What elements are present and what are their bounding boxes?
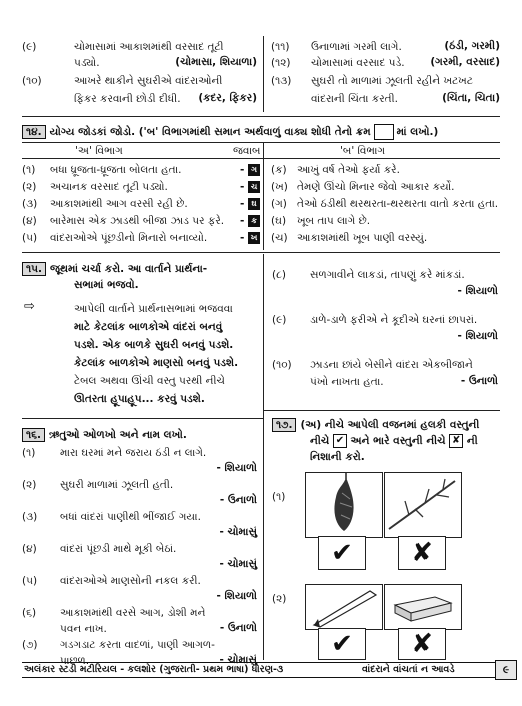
heavy-checkbox-row2[interactable] bbox=[398, 628, 446, 660]
checkmark-icon: ✔ bbox=[331, 538, 353, 568]
item-12-text: ચોમાસામાં વરસાદ પડે. bbox=[311, 57, 405, 69]
item-13-text-line2: વાંદરાની ચિંતા કરતી. bbox=[311, 93, 398, 105]
q14-column-divider bbox=[263, 142, 264, 250]
item-11-number: (૧૧) bbox=[271, 41, 290, 53]
season-item-number: (૪) bbox=[22, 543, 37, 555]
match-left-statement: વાંદરાઓએ પૂંછડીનો મિનારો બનાવ્યો. bbox=[50, 232, 208, 244]
q17-title-line1: (અ) નીચે આપેલી વજનમાં હલકી વસ્તુની bbox=[300, 419, 480, 431]
season-answer: - શિયાળો bbox=[457, 330, 498, 342]
q15-heading-line1 bbox=[22, 262, 207, 276]
season-item-text: વાંદરાં પૂંછડી માથે મૂકી બેઠાં. bbox=[60, 543, 177, 555]
season-item-number: (૯) bbox=[272, 314, 287, 326]
q15-body-line: ટેબલ અથવા ઊંચી વસ્તુ પરથી નીચે bbox=[74, 375, 225, 387]
item-9-text-line2: પડ્યો. bbox=[74, 57, 100, 69]
column-divider bbox=[263, 36, 264, 112]
q15-body-line: ઊતરતા હૂપાહૂપ... કરવું પડશે. bbox=[74, 393, 205, 405]
season-item-text: સળગાવીને લાકડાં, તાપણું કરે માંકડાં. bbox=[310, 269, 465, 281]
answer-letter-box: ગ bbox=[248, 164, 260, 176]
q15-body-line: પડશે. એક બાળકે સુઘરી બનવું પડશે. bbox=[74, 339, 234, 351]
bird-nest-image bbox=[305, 472, 383, 538]
match-answer: - ગ bbox=[240, 164, 260, 176]
match-left-statement: બારેમાસ એક ઝાડથી બીજા ઝાડ પર ફરે. bbox=[50, 215, 225, 227]
season-answer: - ચોમાસું bbox=[219, 654, 257, 666]
q17-number: ૧૭. bbox=[272, 418, 296, 432]
match-left-statement: અચાનક વરસાદ તૂટી પડ્યો. bbox=[50, 181, 168, 193]
section-divider bbox=[22, 116, 500, 117]
checkmark-icon: ✔ bbox=[331, 629, 353, 659]
q15-body-line: માટે કેટલાંક બાળકોએ વાંદરાં બનવું bbox=[74, 321, 223, 333]
q16-title: ઋતુઓ ઓળખો અને નામ લખો. bbox=[49, 429, 187, 441]
q15-title-line1: જૂથમાં ચર્ચા કરો. આ વાર્તાને પ્રાર્થના- bbox=[50, 263, 208, 275]
match-right-statement: આખું વર્ષ તેઓ ફર્યા કરે. bbox=[297, 164, 400, 176]
match-row-number: (૩) bbox=[22, 198, 38, 210]
season-item-text-line2: પાછળ. bbox=[60, 655, 90, 667]
season-item-text: સુઘરી માળામાં ઝૂલતી હતી. bbox=[60, 479, 174, 491]
q17-title-part-b: અને ભારે વસ્તુની નીચે bbox=[350, 435, 446, 447]
item-13-text-line1: સુઘરી તો માળામાં ઝૂલતી રહીને ખટખટ bbox=[311, 75, 473, 87]
item-11-text: ઉનાળામાં ગરમી લાગે. bbox=[311, 41, 402, 53]
season-item-text: બધાં વાંદરાં પાણીથી ભીંજાઈ ગયા. bbox=[60, 511, 201, 523]
item-10-number: (૧૦) bbox=[22, 75, 42, 87]
q17-title-part-c: ની bbox=[466, 435, 478, 447]
q14-heading bbox=[22, 124, 438, 140]
answer-letter-box: ક bbox=[248, 215, 260, 227]
season-item-text: ગડગડાટ કરતા વાદળાં, પાણી આગળ- bbox=[60, 639, 215, 651]
match-right-statement: તેઓ ઠંડીથી થરથરતા-થરથરતા વાતો કરતા હતા. bbox=[297, 198, 499, 210]
match-answer: - ક bbox=[240, 215, 260, 227]
match-row-number: (૧) bbox=[22, 164, 36, 176]
item-12-number: (૧૨) bbox=[271, 57, 291, 69]
q17-row2-number: (૨) bbox=[272, 593, 287, 605]
match-answer: - ચ bbox=[240, 181, 260, 193]
item-10-text-line2: ફિકર કરવાની છોડી દીધી. bbox=[74, 93, 181, 105]
season-item-number: (૮) bbox=[272, 269, 286, 281]
page-footer bbox=[22, 662, 499, 678]
match-row-number: (૪) bbox=[22, 215, 37, 227]
season-item-number: (૧) bbox=[22, 447, 36, 459]
q14-header-rule bbox=[22, 142, 500, 143]
column-a-header: 'અ' વિભાગ bbox=[75, 145, 123, 157]
q14-title-part1: યોગ્ય જોડકાં જોડો. ('બ' વિભાગમાંથી સમાન અર્થવાળું વાક્ય શોધી તેનો ક્રમ bbox=[49, 126, 371, 138]
match-left-statement: આકાશમાંથી આગ વરસી રહી છે. bbox=[50, 198, 188, 210]
match-answer: - ઘ bbox=[240, 198, 260, 210]
q16-heading bbox=[22, 428, 187, 442]
season-answer: - ચોમાસું bbox=[219, 558, 257, 570]
season-item-number: (૨) bbox=[22, 479, 37, 491]
season-item-number: (૩) bbox=[22, 511, 38, 523]
season-item-number: (૭) bbox=[22, 639, 38, 651]
season-item-number: (૬) bbox=[22, 607, 37, 619]
season-answer: - ઉનાળો bbox=[219, 622, 257, 634]
season-answer: - શિયાળો bbox=[216, 590, 257, 602]
answer-letter-box: ખ bbox=[248, 232, 260, 244]
season-item-text: ઝાડના છાંયે બેસીને વાંદરા એકબીજાને bbox=[310, 359, 473, 371]
match-right-statement: આકાશમાંથી ખૂબ પાણી વરસ્યું. bbox=[297, 232, 428, 244]
season-answer: - ચોમાસું bbox=[219, 526, 257, 538]
section-divider-right bbox=[264, 410, 500, 411]
match-right-number: (ક) bbox=[271, 164, 287, 176]
item-9-text-line1: ચોમાસામાં આકાશમાંથી વરસાદ તૂટી bbox=[74, 41, 224, 53]
answer-blank-box bbox=[374, 124, 394, 140]
q17-title-part-a: નીચે bbox=[310, 435, 330, 447]
season-item-text: આકાશમાંથી વરસે આગ, ડોશી મને bbox=[60, 607, 206, 619]
q15-title-line2: સભામાં ભજવો. bbox=[74, 279, 139, 291]
cross-icon: ✘ bbox=[411, 629, 433, 659]
item-13-number: (૧૩) bbox=[271, 75, 292, 87]
section-divider bbox=[22, 252, 500, 253]
season-answer: - ઉનાળો bbox=[460, 375, 498, 387]
item-12-answer: (ગરમી, વરસાદ) bbox=[430, 56, 500, 68]
match-right-statement: તેમણે ઊંચો મિનાર જેવો આકાર કર્યો. bbox=[297, 181, 455, 193]
item-13-answer: (ચિંતા, ચિતા) bbox=[442, 92, 500, 104]
match-right-number: (ખ) bbox=[271, 181, 288, 193]
match-right-number: (ગ) bbox=[271, 198, 287, 210]
checkmark-icon: ✔ bbox=[333, 434, 347, 448]
season-item-text: ડાળે-ડાળે ફરીએ ને કૂદીએ ઘરનાં છાપરાં. bbox=[310, 314, 478, 326]
q15-number: ૧૫. bbox=[22, 262, 46, 276]
q14-number: ૧૪. bbox=[22, 125, 46, 139]
match-right-number: (ચ) bbox=[271, 232, 288, 244]
item-9-number: (૯) bbox=[22, 41, 37, 53]
section-divider-left bbox=[22, 418, 264, 419]
answer-letter-box: ચ bbox=[248, 181, 260, 193]
item-9-answer: (ચોમાસા, શિયાળા) bbox=[175, 56, 257, 68]
q15-body-line: કેટલાંક બાળકોએ માણસો બનવું પડશે. bbox=[74, 357, 239, 369]
light-checkbox-row1[interactable] bbox=[318, 536, 366, 570]
season-item-number: (૧૦) bbox=[272, 359, 292, 371]
season-item-text: વાંદરાઓએ માણસોની નકલ કરી. bbox=[60, 575, 201, 587]
page-number: ૯ bbox=[495, 660, 517, 680]
q14-column-rule bbox=[22, 158, 500, 159]
season-item-text-line2: પંખો નાખતા હતા. bbox=[310, 376, 384, 388]
q17-row1-number: (૧) bbox=[272, 491, 286, 503]
bare-branch-image bbox=[384, 472, 462, 538]
season-item-number: (૫) bbox=[22, 575, 38, 587]
season-item-text-line2: પવન નાખ. bbox=[60, 623, 107, 635]
heavy-checkbox-row1[interactable] bbox=[398, 536, 446, 570]
q15-body-line: આપેલી વાર્તાને પ્રાર્થનાસભામાં ભજવવા bbox=[74, 303, 233, 315]
q17-heading-line2 bbox=[310, 434, 478, 448]
column-answer-header: જવાબ bbox=[233, 145, 261, 157]
match-row-number: (૫) bbox=[22, 232, 38, 244]
match-answer: - ખ bbox=[240, 232, 260, 244]
season-answer: - ઉનાળો bbox=[219, 494, 257, 506]
answer-letter-box: ઘ bbox=[248, 198, 260, 210]
q17-heading-line1 bbox=[272, 418, 479, 432]
eraser-image bbox=[384, 584, 462, 630]
light-checkbox-row2[interactable] bbox=[318, 628, 366, 660]
column-divider bbox=[263, 254, 264, 660]
column-b-header: 'બ' વિભાગ bbox=[340, 145, 386, 157]
match-left-statement: બધા ધ્રૂજતા-ધ્રૂજતા બોલતા હતા. bbox=[50, 164, 182, 176]
season-answer: - શિયાળો bbox=[216, 462, 257, 474]
footer-chapter-title: વાંદરાને વાંચતાં ન આવડે bbox=[362, 664, 455, 675]
cross-icon: ✘ bbox=[449, 434, 463, 448]
pencil-image bbox=[305, 584, 383, 630]
season-item-text: મારા ઘરમાં મને જરાય ઠંડી ન લાગે. bbox=[60, 447, 207, 459]
season-answer: - શિયાળો bbox=[457, 285, 498, 297]
q17-title-line3: નિશાની કરો. bbox=[310, 451, 365, 463]
arrow-icon: ⇨ bbox=[24, 299, 35, 314]
match-right-number: (ઘ) bbox=[271, 215, 287, 227]
footer-book-title: અલંકાર સ્ટડી મટીરિયલ - કલશોર (ગુજરાતી- પ્રથમ ભાષા) ધોરણ-૩ bbox=[24, 664, 284, 675]
item-10-text-line1: આખરે થાકીને સુઘરીએ વાંદરાઓની bbox=[74, 75, 223, 87]
cross-icon: ✘ bbox=[411, 538, 433, 568]
match-right-statement: ખૂબ તાપ લાગે છે. bbox=[297, 215, 371, 227]
q16-number: ૧૬. bbox=[22, 428, 45, 442]
q14-title-part2: માં લખો.) bbox=[396, 126, 439, 138]
match-row-number: (૨) bbox=[22, 181, 37, 193]
item-11-answer: (ઠંડી, ગરમી) bbox=[444, 40, 500, 52]
item-10-answer: (કદર, ફિકર) bbox=[198, 92, 257, 104]
